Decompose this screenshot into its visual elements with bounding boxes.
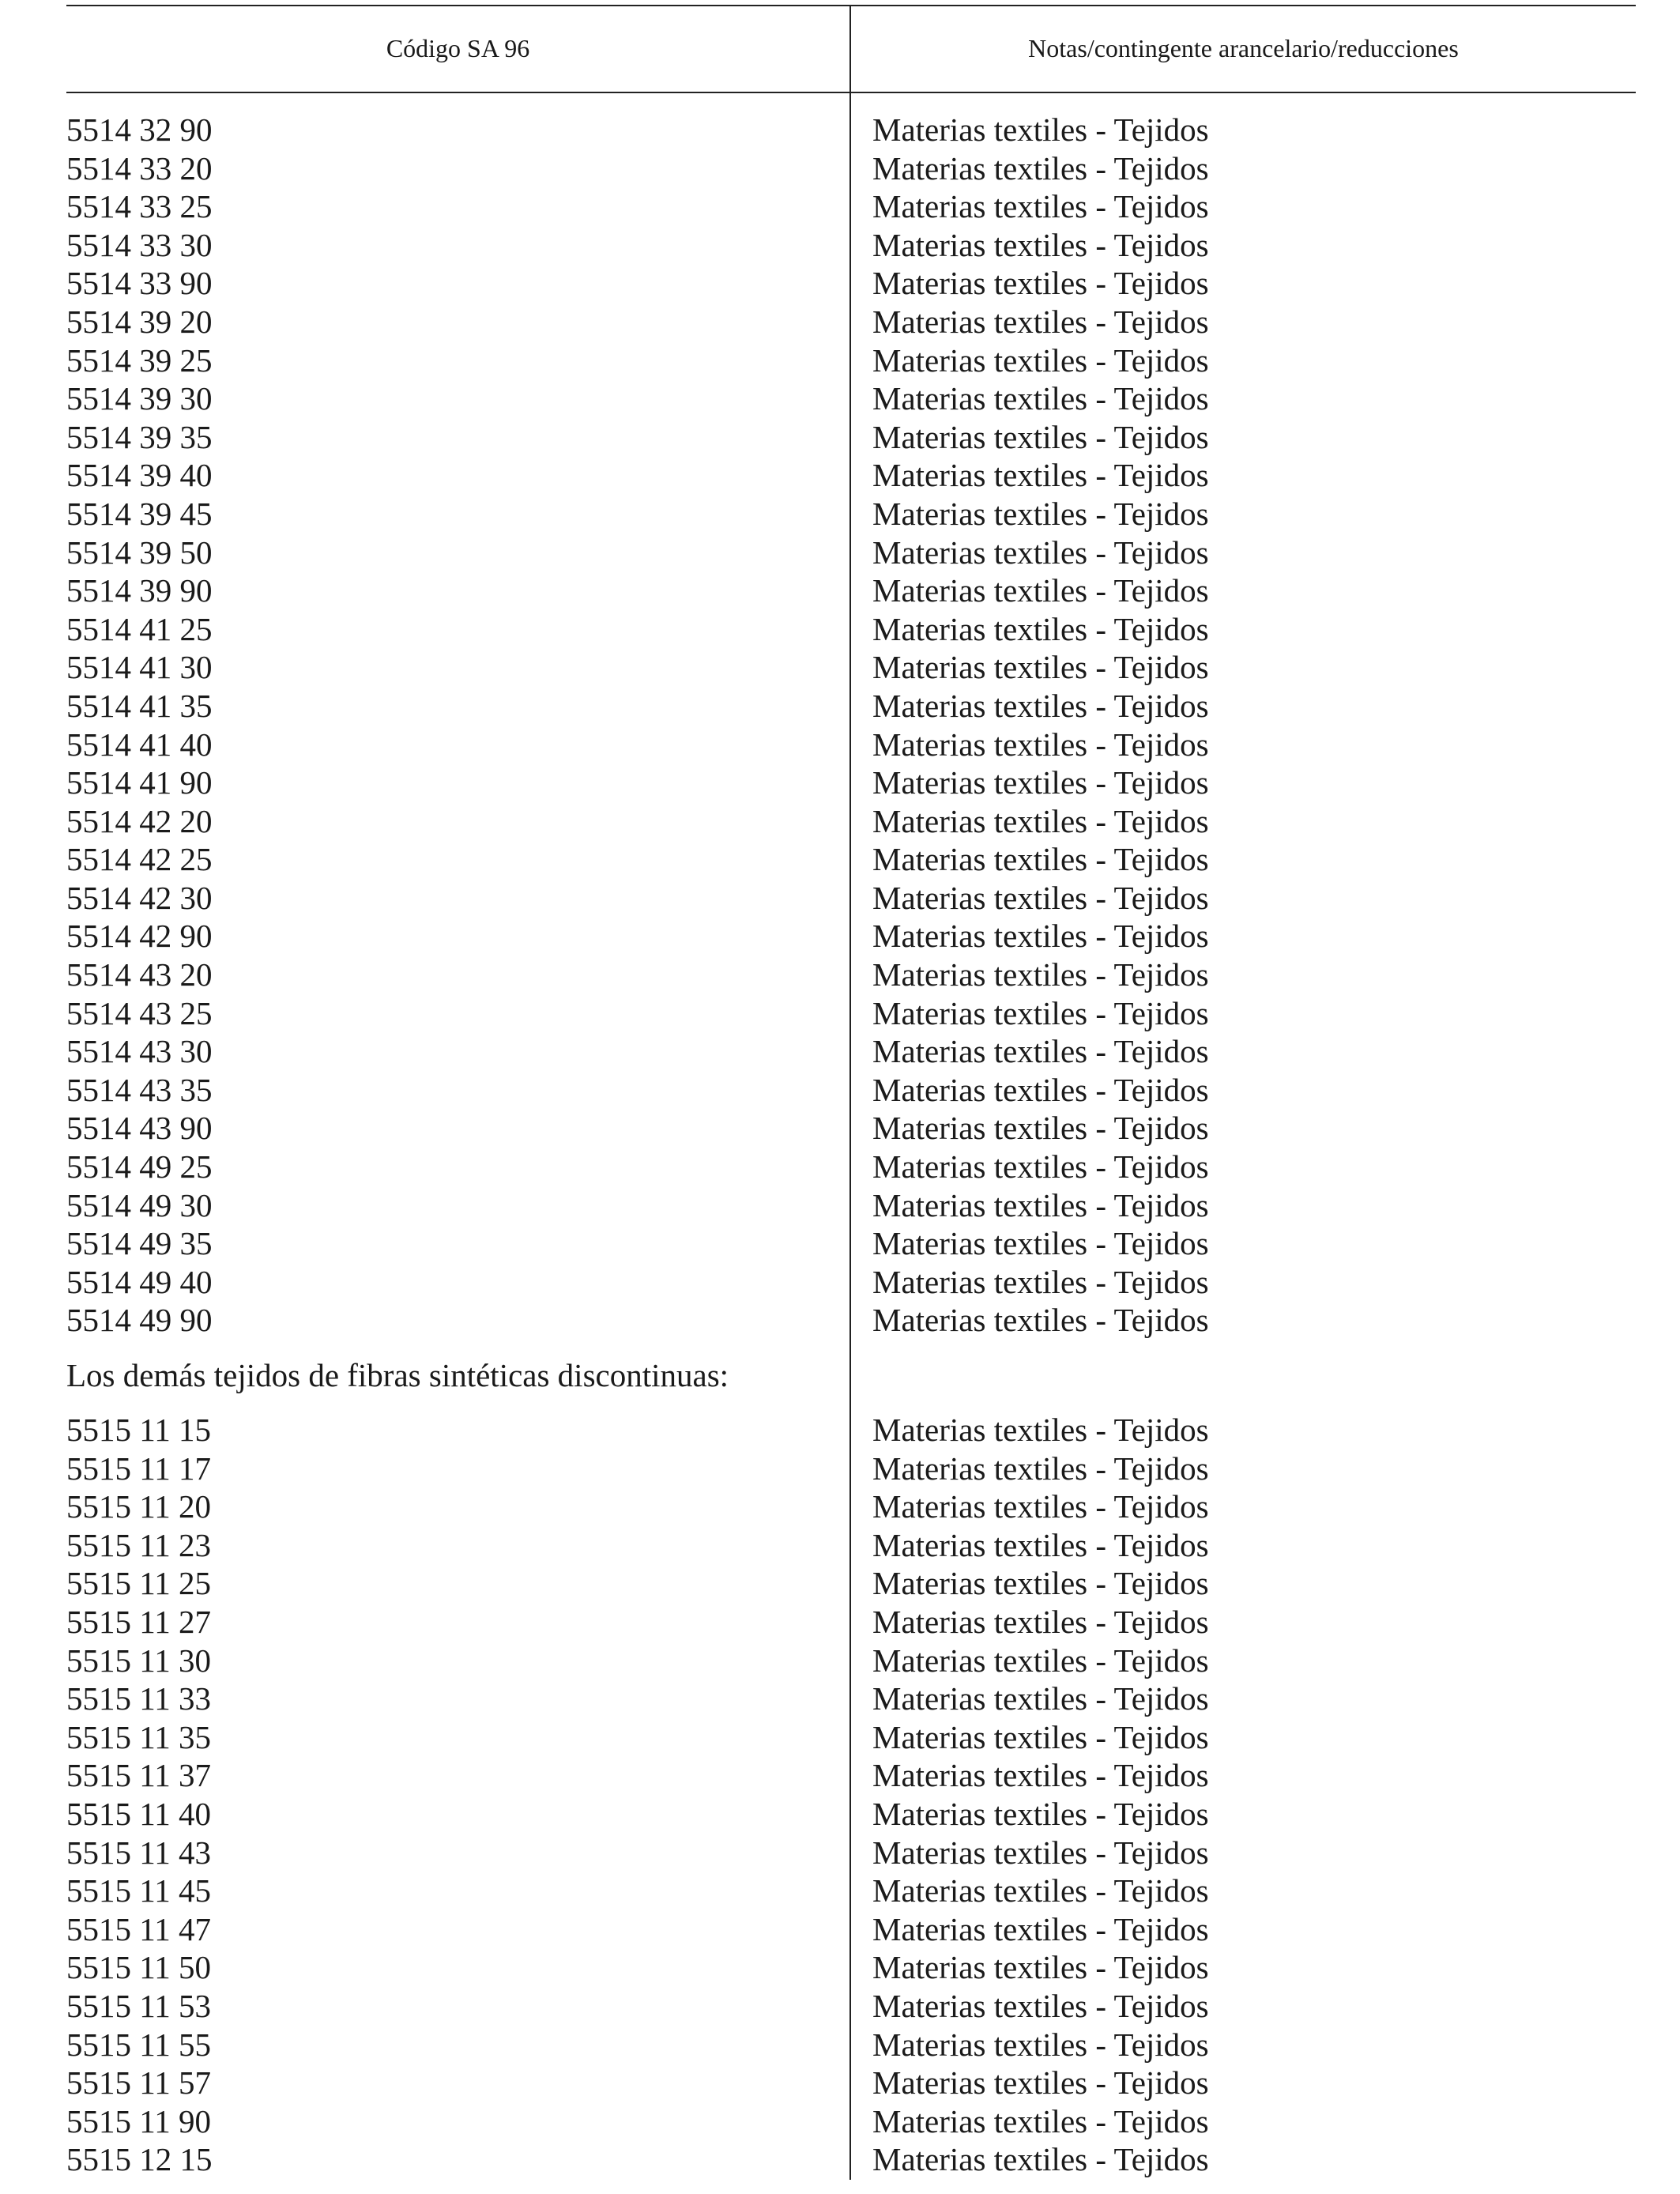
row-note: Materias textiles - Tejidos	[872, 1110, 1209, 1147]
table-row	[66, 1186, 1636, 1225]
table-row	[66, 1679, 1636, 1718]
hs-code: 5514 39 30	[66, 380, 213, 417]
table-row	[66, 1642, 1636, 1680]
hs-code: 5514 49 30	[66, 1186, 213, 1223]
hs-code: 5514 41 25	[66, 610, 213, 647]
row-note: Materias textiles - Tejidos	[872, 1148, 1209, 1186]
row-note: Materias textiles - Tejidos	[872, 533, 1209, 571]
hs-code: 5514 41 35	[66, 687, 213, 724]
table-row	[66, 2026, 1636, 2064]
hs-code: 5514 42 25	[66, 841, 213, 878]
hs-code: 5515 11 20	[66, 1488, 211, 1525]
hs-code: 5515 11 55	[66, 2026, 211, 2063]
hs-code: 5514 49 25	[66, 1148, 213, 1186]
row-note: Materias textiles - Tejidos	[872, 380, 1209, 417]
table-row	[66, 1109, 1636, 1148]
hs-code: 5514 39 25	[66, 341, 213, 379]
row-note: Materias textiles - Tejidos	[872, 1225, 1209, 1262]
hs-code: 5514 49 35	[66, 1225, 213, 1262]
row-note: Materias textiles - Tejidos	[872, 764, 1209, 801]
hs-code: 5514 33 30	[66, 226, 213, 263]
hs-code: 5515 11 30	[66, 1642, 211, 1679]
table-row	[66, 1795, 1636, 1834]
table-row	[66, 1872, 1636, 1910]
row-note: Materias textiles - Tejidos	[872, 1033, 1209, 1070]
row-note: Materias textiles - Tejidos	[872, 1565, 1209, 1602]
table-row	[66, 1263, 1636, 1302]
table-row	[66, 111, 1636, 149]
table-row	[66, 533, 1636, 572]
row-note: Materias textiles - Tejidos	[872, 1449, 1209, 1487]
row-note: Materias textiles - Tejidos	[872, 265, 1209, 302]
document-page	[66, 0, 1636, 2194]
table-row	[66, 648, 1636, 687]
row-note: Materias textiles - Tejidos	[872, 1987, 1209, 2024]
hs-code: 5515 11 47	[66, 1910, 211, 1947]
hs-code: 5515 11 57	[66, 2064, 211, 2102]
table-row	[66, 418, 1636, 457]
row-note: Materias textiles - Tejidos	[872, 1302, 1209, 1339]
hs-code: 5515 11 25	[66, 1565, 211, 1602]
row-note: Materias textiles - Tejidos	[872, 303, 1209, 340]
hs-code: 5514 42 30	[66, 879, 213, 916]
section-title: Los demás tejidos de fibras sintéticas discontinuas:	[66, 1357, 729, 1393]
hs-code: 5514 41 90	[66, 764, 213, 801]
hs-code: 5514 33 25	[66, 188, 213, 225]
header-notes: Notas/contingente arancelario/reducciones	[1028, 34, 1459, 62]
hs-code: 5514 43 90	[66, 1110, 213, 1147]
table-row	[66, 1756, 1636, 1795]
table-row	[66, 379, 1636, 418]
row-note: Materias textiles - Tejidos	[872, 1872, 1209, 1909]
hs-code: 5514 39 35	[66, 418, 213, 455]
table-row	[66, 571, 1636, 610]
table-row	[66, 303, 1636, 341]
table-row	[66, 2064, 1636, 2102]
row-note: Materias textiles - Tejidos	[872, 1603, 1209, 1640]
row-note: Materias textiles - Tejidos	[872, 1949, 1209, 1986]
table-row	[66, 763, 1636, 802]
row-note: Materias textiles - Tejidos	[872, 2064, 1209, 2102]
row-note: Materias textiles - Tejidos	[872, 1071, 1209, 1108]
table-row	[66, 917, 1636, 956]
hs-code: 5514 33 20	[66, 149, 213, 187]
hs-code: 5514 32 90	[66, 111, 213, 148]
table-row	[66, 187, 1636, 226]
row-note: Materias textiles - Tejidos	[872, 111, 1209, 148]
row-note: Materias textiles - Tejidos	[872, 495, 1209, 532]
table-row	[66, 226, 1636, 265]
row-note: Materias textiles - Tejidos	[872, 1642, 1209, 1679]
hs-code: 5515 11 15	[66, 1412, 211, 1448]
hs-code: 5515 11 45	[66, 1872, 211, 1909]
table-row	[66, 879, 1636, 918]
hs-code: 5515 11 40	[66, 1795, 211, 1832]
row-note: Materias textiles - Tejidos	[872, 418, 1209, 455]
table-row	[66, 1449, 1636, 1488]
hs-code: 5515 11 27	[66, 1603, 211, 1640]
table-row	[66, 495, 1636, 533]
row-note: Materias textiles - Tejidos	[872, 879, 1209, 916]
hs-code: 5514 43 20	[66, 956, 213, 993]
table-row	[66, 1603, 1636, 1642]
hs-code: 5514 41 40	[66, 726, 213, 763]
row-note: Materias textiles - Tejidos	[872, 1263, 1209, 1300]
row-note: Materias textiles - Tejidos	[872, 1910, 1209, 1947]
table-row	[66, 840, 1636, 879]
hs-code: 5514 39 20	[66, 303, 213, 340]
hs-code: 5515 11 23	[66, 1526, 211, 1563]
hs-code: 5514 39 40	[66, 457, 213, 494]
row-note: Materias textiles - Tejidos	[872, 726, 1209, 763]
row-note: Materias textiles - Tejidos	[872, 2102, 1209, 2139]
table-row	[66, 2140, 1636, 2179]
table-row	[66, 1718, 1636, 1757]
row-note: Materias textiles - Tejidos	[872, 1186, 1209, 1223]
hs-code: 5515 11 17	[66, 1449, 211, 1487]
table-row	[66, 687, 1636, 726]
hs-code: 5515 12 15	[66, 2141, 213, 2178]
hs-code: 5514 39 90	[66, 572, 213, 609]
hs-code: 5514 49 40	[66, 1263, 213, 1300]
row-note: Materias textiles - Tejidos	[872, 1757, 1209, 1794]
table-row	[66, 956, 1636, 994]
row-note: Materias textiles - Tejidos	[872, 687, 1209, 724]
hs-code: 5515 11 50	[66, 1949, 211, 1986]
row-note: Materias textiles - Tejidos	[872, 610, 1209, 647]
table-row	[66, 1032, 1636, 1071]
table-row	[66, 726, 1636, 764]
table-row	[66, 1526, 1636, 1565]
table-row	[66, 1948, 1636, 1987]
row-note: Materias textiles - Tejidos	[872, 1718, 1209, 1755]
table-row	[66, 1987, 1636, 2026]
table-row	[66, 1411, 1636, 1449]
row-note: Materias textiles - Tejidos	[872, 226, 1209, 263]
hs-code: 5514 41 30	[66, 649, 213, 686]
hs-code: 5515 11 90	[66, 2102, 211, 2139]
table-row	[66, 1224, 1636, 1263]
hs-code: 5514 42 90	[66, 918, 213, 955]
table-row	[66, 341, 1636, 380]
table-row	[66, 1071, 1636, 1110]
hs-code: 5514 43 25	[66, 994, 213, 1031]
table-row	[66, 149, 1636, 188]
row-note: Materias textiles - Tejidos	[872, 802, 1209, 839]
group-5515	[66, 1411, 1636, 2179]
row-note: Materias textiles - Tejidos	[872, 1834, 1209, 1871]
hs-code: 5515 11 43	[66, 1834, 211, 1871]
row-note: Materias textiles - Tejidos	[872, 188, 1209, 225]
table-row	[66, 1148, 1636, 1186]
row-note: Materias textiles - Tejidos	[872, 457, 1209, 494]
hs-code: 5514 43 30	[66, 1033, 213, 1070]
table-row	[66, 1301, 1636, 1340]
table-row	[66, 1910, 1636, 1949]
hs-code: 5515 11 33	[66, 1680, 211, 1717]
row-note: Materias textiles - Tejidos	[872, 1412, 1209, 1448]
row-note: Materias textiles - Tejidos	[872, 1680, 1209, 1717]
table-row	[66, 1487, 1636, 1526]
table-row	[66, 1834, 1636, 1872]
row-note: Materias textiles - Tejidos	[872, 1526, 1209, 1563]
hs-code: 5515 11 35	[66, 1718, 211, 1755]
row-note: Materias textiles - Tejidos	[872, 994, 1209, 1031]
table-row	[66, 264, 1636, 303]
table-row	[66, 802, 1636, 841]
header-rule	[66, 92, 1636, 93]
row-note: Materias textiles - Tejidos	[872, 2141, 1209, 2178]
hs-code: 5514 49 90	[66, 1302, 213, 1339]
row-note: Materias textiles - Tejidos	[872, 149, 1209, 187]
row-note: Materias textiles - Tejidos	[872, 341, 1209, 379]
hs-code: 5514 43 35	[66, 1071, 213, 1108]
row-note: Materias textiles - Tejidos	[872, 841, 1209, 878]
table-row	[66, 2102, 1636, 2141]
hs-code: 5515 11 37	[66, 1757, 211, 1794]
hs-code: 5514 42 20	[66, 802, 213, 839]
row-note: Materias textiles - Tejidos	[872, 2026, 1209, 2063]
row-note: Materias textiles - Tejidos	[872, 956, 1209, 993]
row-note: Materias textiles - Tejidos	[872, 649, 1209, 686]
hs-code: 5514 33 90	[66, 265, 213, 302]
row-note: Materias textiles - Tejidos	[872, 1795, 1209, 1832]
row-note: Materias textiles - Tejidos	[872, 572, 1209, 609]
table-row	[66, 610, 1636, 649]
group-5514	[66, 111, 1636, 1340]
table-row	[66, 994, 1636, 1033]
row-note: Materias textiles - Tejidos	[872, 1488, 1209, 1525]
header-code: Código SA 96	[386, 34, 530, 62]
row-note: Materias textiles - Tejidos	[872, 918, 1209, 955]
table-row	[66, 1564, 1636, 1603]
hs-code: 5515 11 53	[66, 1987, 211, 2024]
hs-code: 5514 39 50	[66, 533, 213, 571]
table-header	[66, 5, 1636, 92]
table-body	[66, 111, 1636, 2179]
hs-code: 5514 39 45	[66, 495, 213, 532]
table-row	[66, 456, 1636, 495]
